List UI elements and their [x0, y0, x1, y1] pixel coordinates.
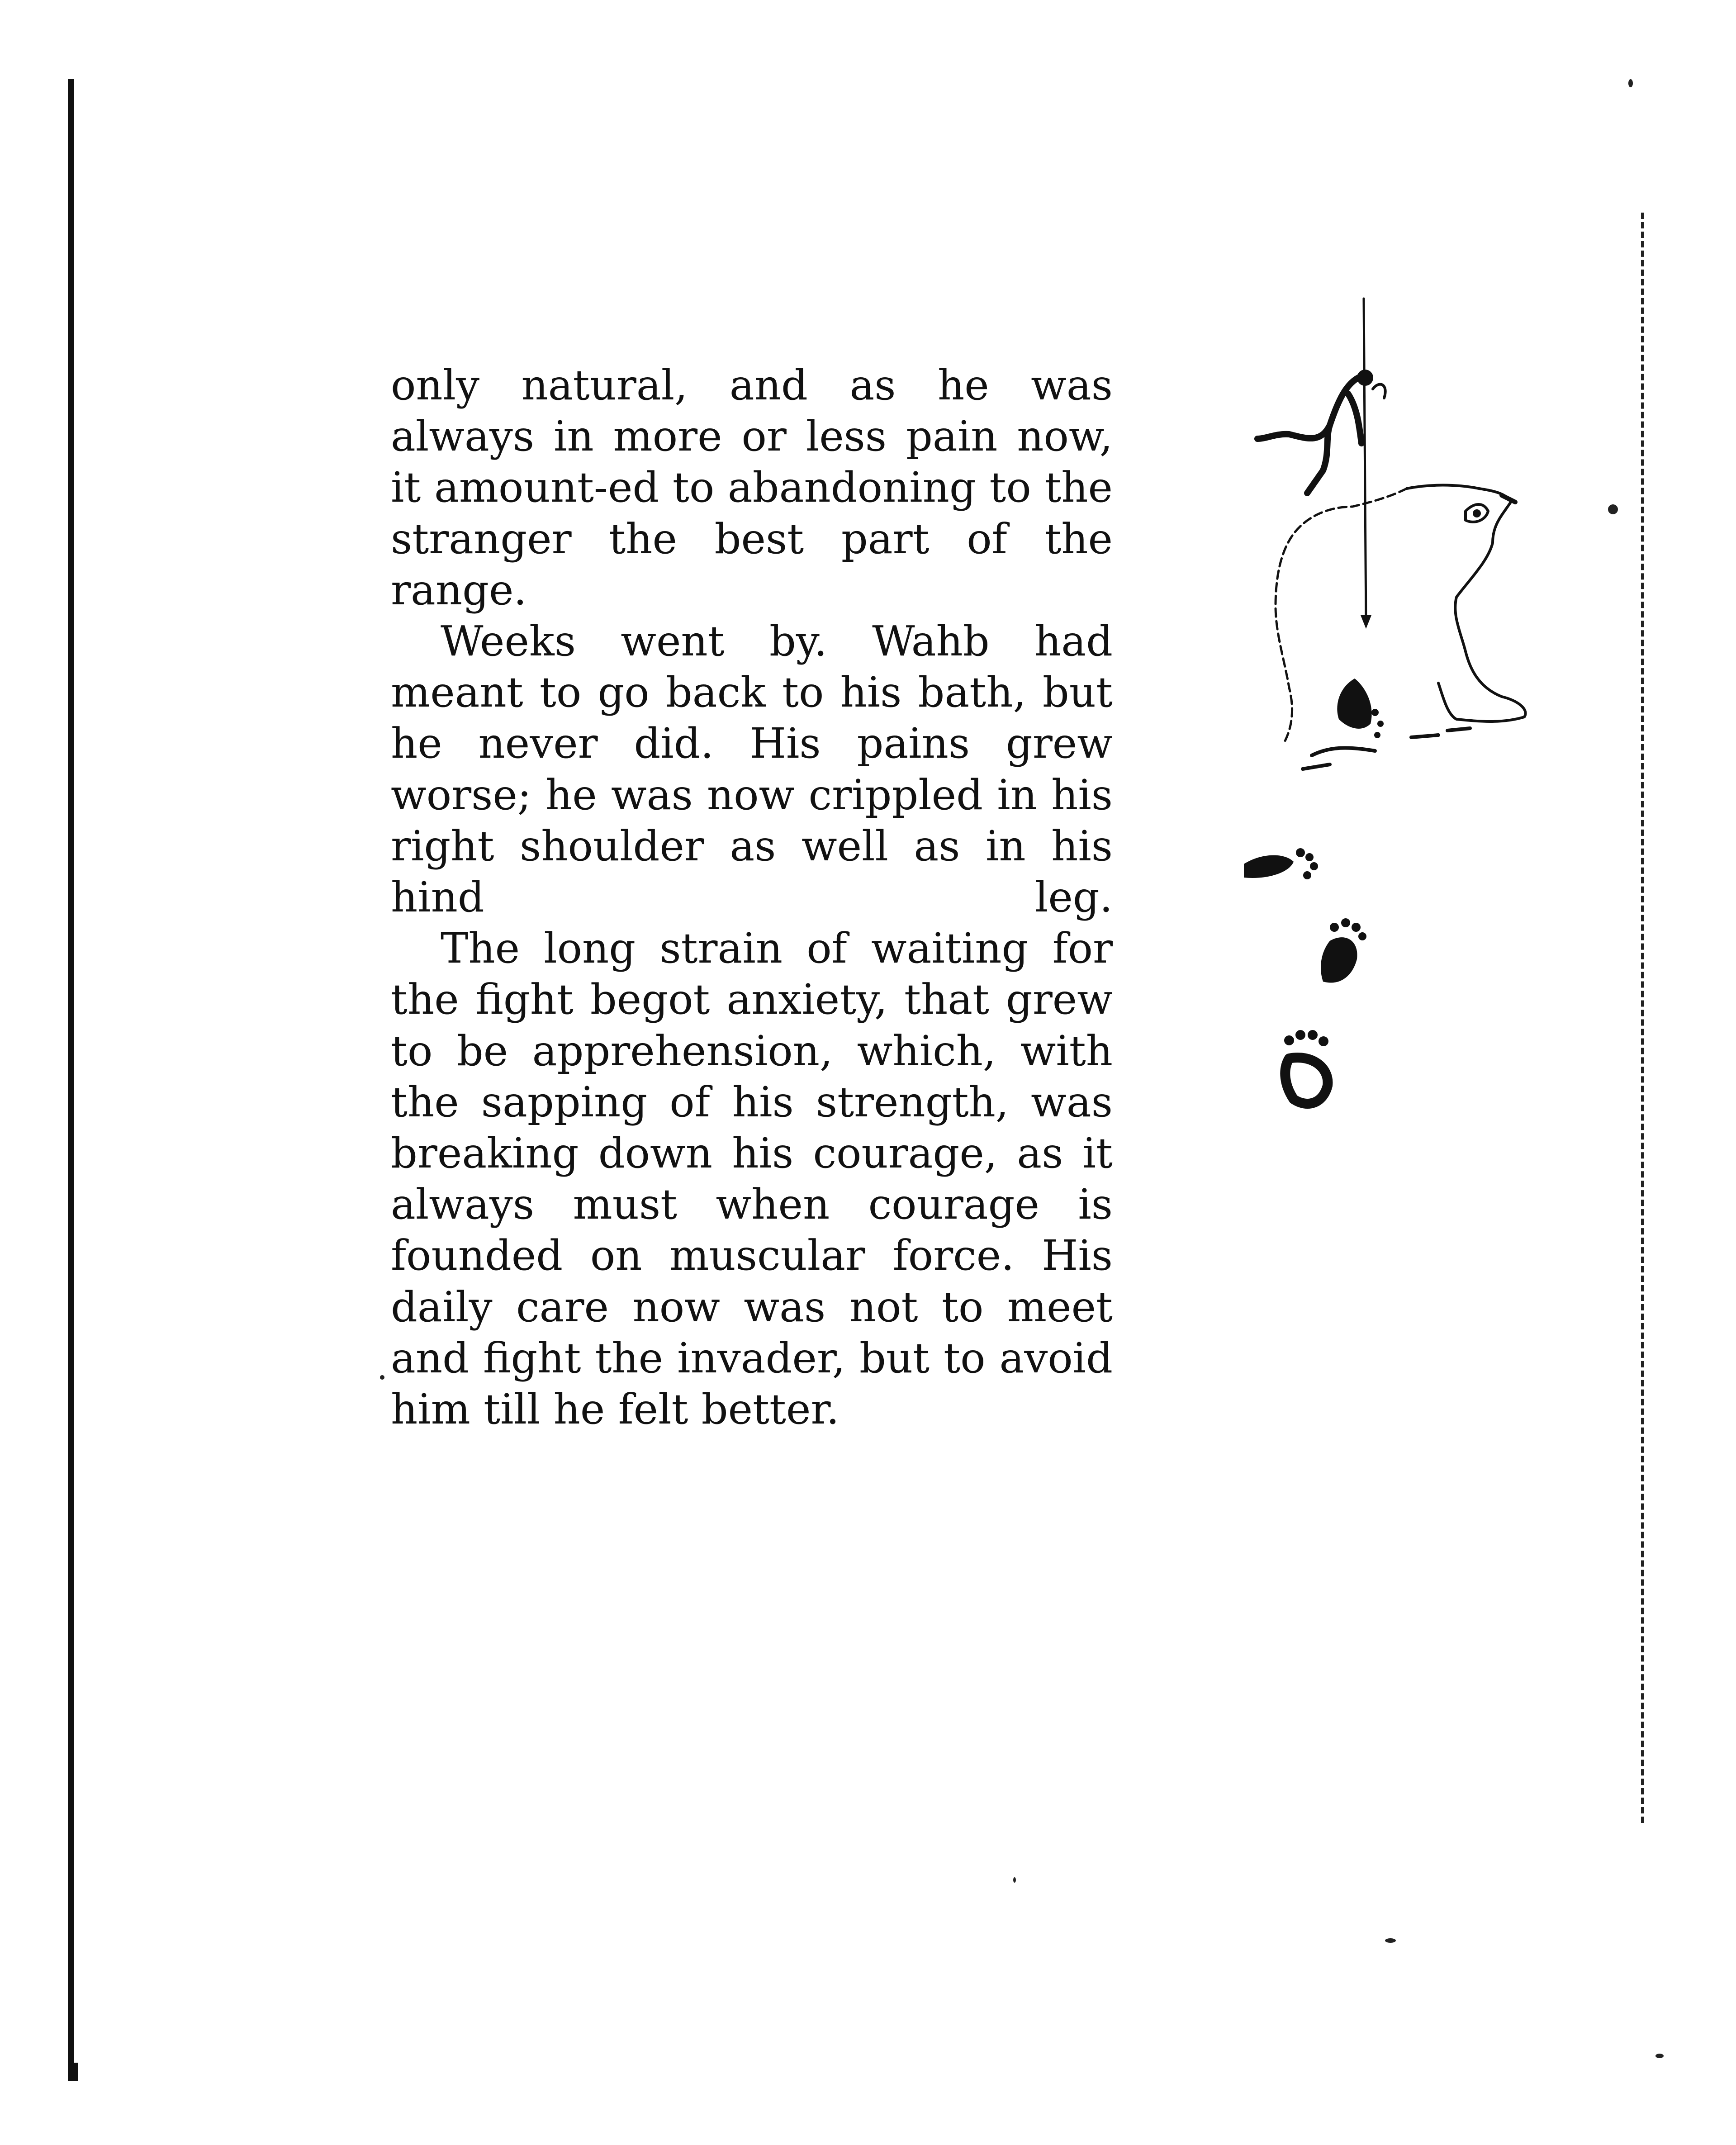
paragraph: Weeks went by. Wahb had meant to go back to his bath, but he never did. His pains grew worse; he was now crippled in his right shoulder as well as in his hind leg.	[391, 617, 1113, 922]
paragraph: The long strain of waiting for the fight begot anxiety, that grew to be apprehension, which, with the sapping of his strength, was breaking down his courage, as it always must when courage is founded on muscular force. His daily care now was not to meet and fight the invader, but to avoid him till he felt better.	[391, 924, 1113, 1434]
scan-speck	[380, 1375, 384, 1380]
scan-edge-left	[68, 79, 74, 2079]
paragraph: only natural, and as he was always in more or less pain now, it amount-ed to abandoning to the stranger the best part of the range.	[391, 361, 1113, 614]
scan-edge-right	[1641, 213, 1644, 1823]
pawprint-icon	[1321, 937, 1357, 982]
scan-speck	[1628, 79, 1633, 87]
scan-speck	[1608, 504, 1618, 514]
scan-edge-left-foot	[68, 2063, 78, 2081]
pawprint-icon	[1244, 855, 1294, 878]
body-text	[391, 360, 1113, 1435]
monkey-icon	[1257, 375, 1364, 493]
scan-speck	[1013, 1877, 1016, 1883]
bear-illustration-icon	[1095, 289, 1529, 1113]
scan-speck	[1385, 1938, 1396, 1943]
scan-speck	[1655, 2054, 1664, 2058]
pole-icon	[1364, 299, 1366, 624]
pawprint-icon	[1285, 1058, 1328, 1104]
